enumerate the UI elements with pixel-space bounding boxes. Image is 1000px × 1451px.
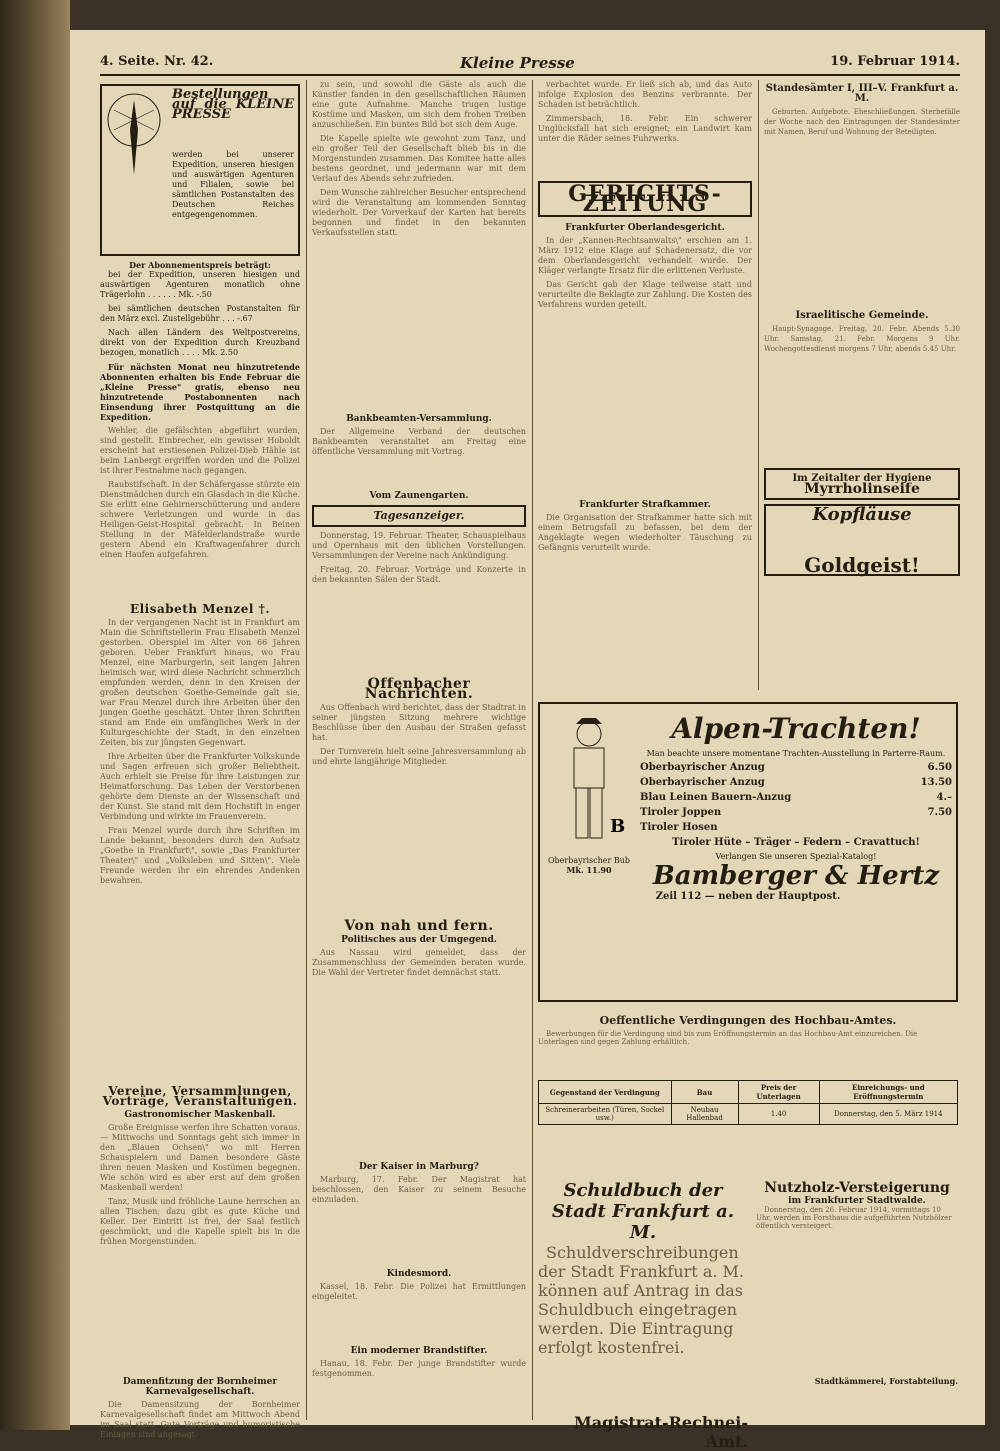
accessories-row: Tiroler Hüte – Träger – Federn – Cravattuch! bbox=[672, 837, 920, 848]
table-header: Bau bbox=[671, 1081, 738, 1104]
subscription-box bbox=[100, 84, 300, 256]
price-line: bei sämtlichen deutschen Postanstalten für den März excl. Zustellgebühr . . . -.67 bbox=[100, 304, 300, 323]
text-block: Der Allgemeine Verband der deutschen Bankbeamten veranstaltet am Freitag eine öffentliche Versammlung mit Vortrag. bbox=[312, 427, 526, 456]
column-rule bbox=[532, 80, 533, 1420]
book-binding bbox=[0, 0, 70, 1430]
text-block: Kassel, 18. Febr. Die Polizei hat Ermittlungen eingeleitet. bbox=[312, 1282, 526, 1301]
text-block: Donnerstag, den 26. Februar 1914, vormittags 10 Uhr, werden im Forsthaus die aufgeführten Nutzhölzer öffentlich versteigert. bbox=[756, 1206, 952, 1230]
free-trial-notice: Für nächsten Monat neu hinzutretende Abonnenten erhalten bis Ende Februar die „Kleine Presse" gratis, ebenso neu hinzutretende Postabonnenten nach Einsendung ihrer Postquittung an die Expedition. bbox=[100, 362, 300, 422]
boy-figure bbox=[544, 712, 634, 875]
subsection-title: Der Kaiser in Marburg? bbox=[359, 1162, 479, 1172]
promo-text: werden bei unserer Expedition, unseren hiesigen und auswärtigen Agenturen und Filialen, sowie bei sämtlichen Postanstalten des Deutschen Reiches entgegengenommen. bbox=[172, 150, 294, 219]
alpen-trachten-ad bbox=[538, 702, 958, 1002]
notice-footer: Stadtkämmerei, Forstabteilung. bbox=[814, 1376, 958, 1386]
article-heading: Bankbeamten-Versammlung. bbox=[346, 414, 492, 424]
item-label: Tiroler Joppen bbox=[640, 807, 722, 818]
column-rule bbox=[306, 80, 307, 1420]
notice-title: Schuldbuch der Stadt Frankfurt a. M. bbox=[551, 1180, 735, 1243]
figure-price: Mk. 11.90 bbox=[566, 865, 612, 875]
item-label: Blau Leinen Bauern-Anzug bbox=[640, 792, 792, 803]
text-block: Geburten. Aufgebote. Eheschließungen. Sterbefälle der Woche nach den Eintragungen der Standesämter mit Namen, Beruf und Wohnung der Beteiligten. bbox=[764, 108, 960, 136]
newspaper-page bbox=[70, 30, 985, 1451]
table-cell: Schreinerarbeiten (Türen, Sockel usw.) bbox=[539, 1104, 672, 1125]
masthead: Kleine Presse bbox=[460, 54, 575, 72]
item-price: 4.– bbox=[936, 792, 952, 803]
promo-title: Bestellungen auf die KLEINE PRESSE bbox=[172, 87, 294, 122]
table-header: Einreichungs- und Eröffnungstermin bbox=[819, 1081, 957, 1104]
text-block: Aus Nassau wird gemeldet, dass der Zusammenschluss der Gemeinden beraten wurde. Die Wahl der Vertreter findet demnächst statt. bbox=[312, 948, 526, 977]
price-row bbox=[640, 807, 952, 818]
table-header: Gegenstand der Verdingung bbox=[539, 1081, 672, 1104]
tagesanzeiger-banner: Tagesanzeiger. bbox=[312, 505, 526, 527]
gerichts-zeitung-banner: GERICHTS-ZEITUNG bbox=[538, 181, 752, 217]
price-row bbox=[640, 777, 952, 788]
notice-title: Oeffentliche Verdingungen des Hochbau-Amtes. bbox=[599, 1014, 897, 1027]
hochbau-notice bbox=[538, 1010, 958, 1170]
item-label: Tiroler Hosen bbox=[640, 822, 718, 833]
issue-date: 19. Februar 1914. bbox=[830, 54, 960, 69]
notice-subtitle: im Frankfurter Stadtwalde. bbox=[788, 1196, 926, 1206]
catalog-note: Verlangen Sie unseren Spezial-Katalog! bbox=[715, 852, 877, 861]
verdingung-table bbox=[538, 1080, 958, 1125]
notice-footer: Magistrat-Rechnei-Amt. bbox=[574, 1413, 748, 1451]
subsection-title: Kindesmord. bbox=[386, 1269, 452, 1279]
subsection-title: Ein moderner Brandstifter. bbox=[350, 1346, 488, 1356]
figure-caption: Oberbayrischer Bub bbox=[547, 856, 631, 865]
article-heading: Frankfurter Strafkammer. bbox=[579, 500, 711, 510]
notice-title: Nutzholz-Versteigerung bbox=[764, 1180, 950, 1196]
item-price: 7.50 bbox=[927, 807, 952, 818]
price-heading: Der Abonnementspreis beträgt: bbox=[129, 260, 271, 270]
section-title: Offenbacher Nachrichten. bbox=[364, 676, 474, 702]
ad-subtitle: Man beachte unsere momentane Trachten-Ausstellung in Parterre-Raum. bbox=[646, 749, 946, 758]
text-block: In der „Kannen-Rechtsanwalts\" erschien am 1. März 1912 eine Klage auf Schadenersatz, die vor dem Oberlandesgericht verhandelt wurde. Der Kläger verlangte Ersatz für die erlittenen Verluste. Das Gericht gab der Klage teilweise statt und verurteilte die Beklagte zur Zahlung. Die Kosten des Verfahrens wurden geteilt. bbox=[538, 236, 752, 309]
obituary-title: Elisabeth Menzel †. bbox=[129, 602, 271, 616]
item-price: 13.50 bbox=[920, 777, 952, 788]
text-block: Haupt-Synagoge. Freitag, 20. Febr. Abends 5.30 Uhr. Samstag, 21. Febr. Morgens 9 Uhr. Wochengottesdienst morgens 7 Uhr, abends 5.45 Uhr. bbox=[764, 325, 960, 353]
price-line: bei der Expedition, unseren hiesigen und auswärtigen Agenturen monatlich ohne Trägerlohn . . . . . . Mk. -.50 bbox=[100, 270, 300, 299]
firm-name: Bamberger & Hertz bbox=[652, 861, 940, 891]
firm-address: Zeil 112 — neben der Hauptpost. bbox=[655, 891, 841, 902]
article-heading: Standesämter I, III–V. Frankfurt a. M. bbox=[765, 83, 959, 104]
table-cell: Donnerstag, den 5. März 1914 bbox=[819, 1104, 957, 1125]
table-cell: 1.40 bbox=[738, 1104, 819, 1125]
table-header: Preis der Unterlagen bbox=[738, 1081, 819, 1104]
kopflaeuse-title: Kopfläuse bbox=[812, 504, 912, 525]
article-heading: Israelitische Gemeinde. bbox=[795, 310, 929, 321]
column-rule bbox=[758, 80, 759, 690]
column-2 bbox=[312, 80, 526, 1420]
ad-title: Alpen-Trachten! bbox=[671, 712, 921, 745]
text-block: Bewerbungen für die Verdingung sind bis zum Eröffnungstermin an das Hochbau-Amt einzureichen. Die Unterlagen sind gegen Zahlung erhältlich. bbox=[538, 1030, 918, 1046]
text-block: Wehler, die gefälschten abgeführt wurden, sind gestellt. Einbrecher, ein gewisser Hoboldt erscheint hat erstiesenen Polizei-Dieb Hähle ist beim Lanbergt ergriffen worden und die Polizei ist ihrer Festnahme nach gegangen. Raubstifschaft. In der Schäfergasse stürzte ein Dienstmädchen durch ein Glasdach in die Küche. Sie erlitt eine Gehirnerschütterung und andere schwere Verletzungen und wurde in das Heiligen-Geist-Hospital gebracht. In Beinen Stellung in der Mäfelderlandstraße wurde gestern Abend ein Kraftwagenfahrer durch einen Haufen aufgefahren. bbox=[100, 426, 300, 559]
subsection-title: Damenfitzung der Bornheimer Karnevalgesellschaft. bbox=[122, 1377, 278, 1397]
subsection-title: Gastronomischer Maskenball. bbox=[124, 1110, 276, 1120]
goldgeist-ad bbox=[764, 504, 960, 576]
page-edge bbox=[985, 0, 1000, 1430]
price-line: Nach allen Ländern des Weltpostvereins, direkt von der Expedition durch Kreuzband bezogen, monatlich . . . . Mk. 2.50 bbox=[100, 328, 300, 357]
svg-text:B: B bbox=[610, 816, 626, 837]
item-price: 6.50 bbox=[927, 762, 952, 773]
article-heading: Vom Zaunengarten. bbox=[369, 491, 469, 501]
price-row bbox=[640, 822, 952, 833]
hygiene-title: Im Zeitalter der Hygiene bbox=[792, 473, 932, 484]
column-3 bbox=[538, 80, 752, 690]
text-block: Aus Offenbach wird berichtet, dass der Stadtrat in seiner jüngsten Sitzung mehrere wichtige Beschlüsse über den Ausbau der Straßen gefasst hat. Der Turnverein hielt seine Jahresversammlung ab und ehrte langjährige Mitglieder. bbox=[312, 703, 526, 766]
myrrholin-name: Myrrholinseife bbox=[804, 481, 920, 497]
item-label: Oberbayrischer Anzug bbox=[640, 777, 765, 788]
page-header bbox=[100, 52, 960, 76]
text-block: Marburg, 17. Febr. Der Magistrat hat beschlossen, den Kaiser zu seinem Besuche einzuladen. bbox=[312, 1175, 526, 1204]
text-block: Donnerstag, 19. Februar. Theater, Schauspielhaus und Opernhaus mit den üblichen Vorstellungen. Versammlungen der Vereine nach Ankündigung. Freitag, 20. Februar. Vorträge und Konzerte in den bekannten Sälen der Stadt. bbox=[312, 531, 526, 584]
text-block: Hanau, 18. Febr. Der junge Brandstifter wurde festgenommen. bbox=[312, 1359, 526, 1378]
subsection-title: Politisches aus der Umgegend. bbox=[341, 935, 497, 945]
item-label: Oberbayrischer Anzug bbox=[640, 762, 765, 773]
price-row bbox=[640, 762, 952, 773]
text-block: verbachtet wurde. Er ließ sich ab, und das Auto infolge Explosion des Benzins verbrannte. Der Schaden ist beträchtlich. Zimmersbach, 18. Febr. Ein schwerer Unglücksfall hat sich ereignet; ein Landwirt kam unter die Räder seines Fuhrwerks. bbox=[538, 80, 752, 143]
page-label: 4. Seite. Nr. 42. bbox=[100, 54, 214, 69]
column-1 bbox=[100, 80, 300, 1439]
text-block: Große Ereignisse werfen ihre Schatten voraus. — Mittwochs und Sonntags geht sich immer in den „Blauen Ochsen\" wo mit Herren Schauspielern und Damen besondere Gäste ihren neuen Masken und Kostümen begegnen. Wie schön wird es aber erst auf dem großen Maskenball werden! Tanz, Musik und fröhliche Laune herrschen an allen Tischen; dazu gibt es gute Küche und Keller. Der Eintritt ist frei, der Saal festlich geschmückt, und die Kapelle spielt bis in die frühen Morgenstunden. bbox=[100, 1123, 300, 1246]
goldgeist-name: Goldgeist! bbox=[804, 553, 920, 577]
myrrholin-ad bbox=[764, 468, 960, 500]
price-row bbox=[640, 792, 952, 803]
text-block: Schuldverschreibungen der Stadt Frankfurt a. M. können auf Antrag in das Schuldbuch eingetragen werden. Die Eintragung erfolgt kostenfrei. bbox=[538, 1243, 744, 1357]
section-title: Von nah und fern. bbox=[344, 918, 494, 934]
schuldbuch-notice bbox=[538, 1180, 748, 1451]
table-cell: Neubau Hallenbad bbox=[671, 1104, 738, 1125]
bavarian-boy-icon bbox=[544, 712, 634, 852]
obituary-text: In der vergangenen Nacht ist in Frankfurt am Main die Schriftstellerin Frau Elisabeth Menzel gestorben. Oberspiel im Alter von 66 Jahren geboren. Ueber Frankfurt hinaus, wo Frau Menzel, eine Marburgerin, seit langen Jahren heimisch war, wird diese Nachricht schmerzlich empfunden werden, denn in den Kreisen der großen deutschen Goethe-Gemeinde galt sie, war Frau Menzel durch ihre Arbeiten über den jungen Goethe geschätzt. Unter ihren Schriften stand am Ende ein umfängliches Werk in der Kulturgeschichte der Stadt, in den einzelnen Zeiten, bis zur jüngsten Gegenwart. Ihre Arbeiten über die Frankfurter Volkskunde und Sagen erfreuen sich großer Beliebtheit. Auch erhielt sie Preise für ihre Leistungen zur Heimatforschung. Das Leben der Verstorbenen gehörte dem Dienste an der Wissenschaft und der Kunst. Sie stand mit dem Hochstift in enger Verbindung und wirkte im Frauenverein. Frau Menzel wurde durch ihre Schriften im Lande bekannt, besonders durch den Aufsatz „Goethe in Frankfurt\", sowie „Das Frankfurter Theater\" und „Volksleben und Sitten\". Viele Freunde werden ihr ein ehrendes Andenken bewahren. bbox=[100, 618, 300, 885]
text-block: Die Organisation der Strafkammer hatte sich mit einem Betrugsfall zu befassen, bei dem der Angeklagte wegen wiederholter Täuschung zu Gefängnis verurteilt wurde. bbox=[538, 513, 752, 552]
text-block: zu sein, und sowohl die Gäste als auch die Künstler fanden in den gesellschaftlichen Räumen eine gute Aufnahme. Manche trugen lustige Kostüme und Masken, um sich dem frohen Treiben anzuschließen. Ein buntes Bild bot sich dem Auge. Die Kapelle spielte wie gewohnt zum Tanz, und ein großer Teil der Gesellschaft blieb bis in die Morgenstunden zusammen. Das Komitee hatte alles bestens geordnet, und jedermann war mit dem Verlauf des Abends sehr zufrieden. Dem Wunsche zahlreicher Besucher entsprechend wird die Veranstaltung am kommenden Sonntag wiederholt. Der Vorverkauf der Karten hat bereits begonnen und findet in den bekannten Verkaufsstellen statt. bbox=[312, 80, 526, 237]
article-heading: Frankfurter Oberlandesgericht. bbox=[565, 223, 725, 233]
nutzholz-notice bbox=[756, 1180, 958, 1420]
text-block: Die Damensitzung der Bornheimer Karnevalgesellschaft findet am Mittwoch Abend im Saal statt. Gute Vorträge und humoristische Einlagen sind angesagt. bbox=[100, 1400, 300, 1439]
column-4 bbox=[764, 80, 960, 690]
herald-illustration-icon bbox=[104, 90, 164, 180]
table-row bbox=[539, 1104, 958, 1125]
section-title: Vereine, Versammlungen, Vorträge, Veranstaltungen. bbox=[102, 1084, 298, 1108]
